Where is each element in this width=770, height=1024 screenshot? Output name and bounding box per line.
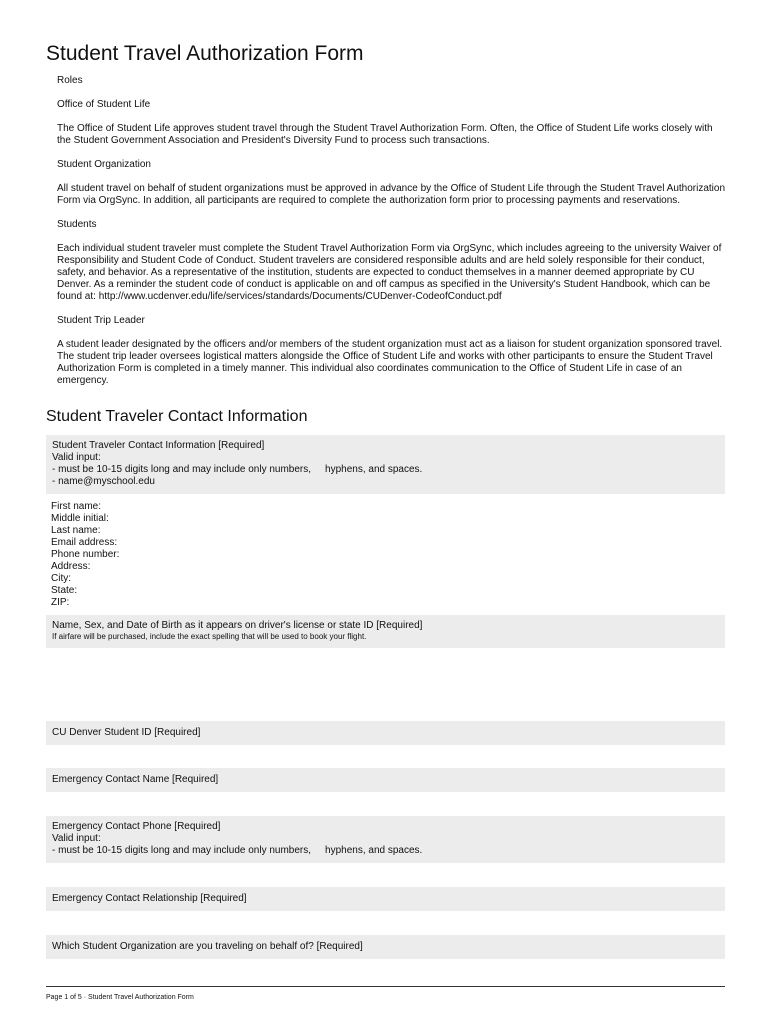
heading-roles: Roles [57,75,83,86]
page-footer: Page 1 of 5 · Student Travel Authorization Form [46,994,194,1001]
heading-students: Students [57,219,97,230]
first-name-label: First name: [51,501,102,512]
paragraph-student-trip-leader: A student leader designated by the officers and/or members of the student organization must act as a liaison for student organization sponsored travel. The student trip leader oversees logistical matters alongside the Office of Student Life and works with other participants to ensure the Student Travel Authorization Form is completed in a timely manner. This individual also coordinates communication to the Office of Student Life in case of an emergency. [57,339,723,386]
paragraph-office-student-life: The Office of Student Life approves student travel through the Student Travel Authorization Form. Often, the Office of Student Life works closely with the Student Government Association and President's Diversity Fund to process such transactions. [57,123,713,146]
heading-student-organization: Student Organization [57,159,151,170]
heading-student-trip-leader: Student Trip Leader [57,315,145,326]
emergency-contact-relationship-field[interactable] [46,887,725,911]
contact-info-label: Student Traveler Contact Information [Required] [52,440,265,451]
emergency-contact-name-label: Emergency Contact Name [Required] [52,774,219,785]
address-label: Address: [51,561,91,572]
emergency-contact-relationship-label: Emergency Contact Relationship [Required] [52,893,247,904]
footer-divider [46,986,725,987]
state-label: State: [51,585,78,596]
paragraph-student-organization: All student travel on behalf of student organizations must be approved in advance by the Office of Student Life through the Student Travel Authorization Form via OrgSync. In addition, all participants are required to complete the authorization form prior to processing payments and reservations. [57,183,726,206]
middle-initial-label: Middle initial: [51,513,109,524]
zip-label: ZIP: [51,597,70,608]
name-sex-dob-hint: If airfare will be purchased, include the exact spelling that will be used to book your flight. [52,632,367,641]
page-title: Student Travel Authorization Form [46,42,364,65]
email-address-label: Email address: [51,537,118,548]
rule-email: - name@myschool.edu [52,476,155,487]
valid-input-label: Valid input: [52,833,101,844]
emergency-contact-phone-label: Emergency Contact Phone [Required] [52,821,221,832]
student-organization-field[interactable] [46,935,725,959]
paragraph-students: Each individual student traveler must complete the Student Travel Authorization Form via OrgSync, which includes agreeing to the university Waiver of Responsibility and Student Code of Conduct. Student travelers are considered responsible adults and are held solely responsible for their conduct, safety, and behavior. As a representative of the institution, students are expected to conduct themselves in a manner deemed appropriate by CU Denver. As a reminder the student code of conduct is applicable on and off campus as specified in the University's Student Handbook, which can be found at: http://www.ucdenver.edu/life/services/standards/Documents/CUDenver-CodeofConduct.pdf [57,243,722,302]
intro-text [57,75,727,399]
heading-office-student-life: Office of Student Life [57,99,151,110]
valid-input-label: Valid input: [52,452,101,463]
contact-subfields [51,501,119,609]
rule-digits: - must be 10-15 digits long and may include only numbers, hyphens, and spaces. [52,464,423,475]
city-label: City: [51,573,71,584]
name-sex-dob-field[interactable] [46,615,725,648]
emergency-contact-name-field[interactable] [46,768,725,792]
phone-number-label: Phone number: [51,549,120,560]
contact-info-field[interactable] [46,435,725,494]
name-sex-dob-label: Name, Sex, and Date of Birth as it appears on driver's license or state ID [Required] [52,620,423,631]
last-name-label: Last name: [51,525,101,536]
emergency-contact-phone-field[interactable] [46,816,725,863]
rule-digits: - must be 10-15 digits long and may include only numbers, hyphens, and spaces. [52,845,423,856]
section-title: Student Traveler Contact Information [46,408,308,425]
student-id-label: CU Denver Student ID [Required] [52,727,201,738]
student-organization-label: Which Student Organization are you traveling on behalf of? [Required] [52,941,363,952]
student-id-field[interactable] [46,721,725,745]
